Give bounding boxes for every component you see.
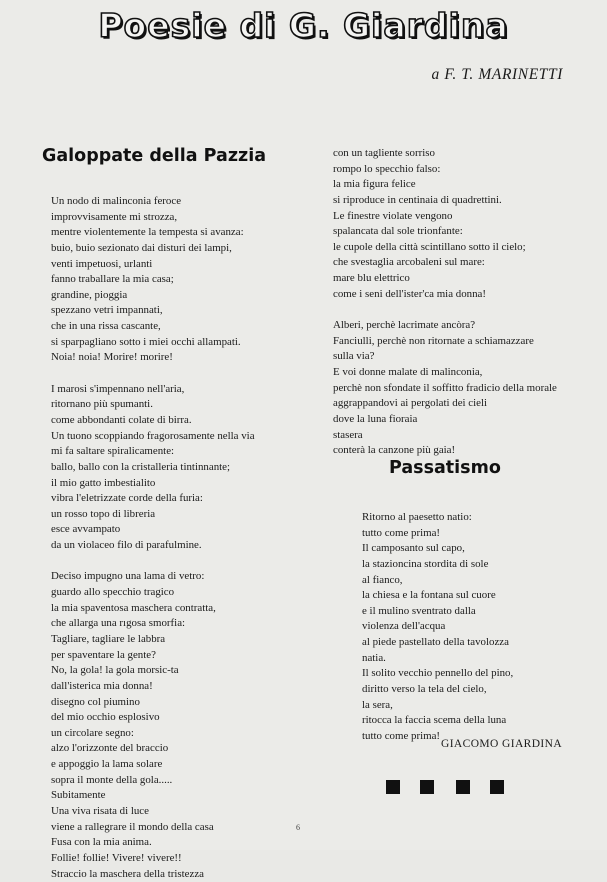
verse-line: disegno col piumino: [51, 695, 140, 708]
verse-line: Deciso impugno una lama di vetro:: [51, 570, 205, 583]
page-number: 6: [296, 823, 300, 832]
verse-line: spezzano vetri impannati,: [51, 304, 163, 317]
verse-line: grandine, pioggia: [51, 288, 128, 301]
stanza: [362, 510, 572, 745]
verse-line: da un violaceo filo di parafulmine.: [51, 539, 202, 552]
square-ornament: [490, 780, 504, 794]
verse-line: un circolare segno:: [51, 726, 134, 739]
verse-line: tutto come prima!: [362, 729, 441, 742]
verse-line: mi fa saltare spiralicamente:: [51, 445, 175, 458]
verse-line: Alberi, perchè lacrimate ancòra?: [333, 319, 476, 332]
verse-line: e il mulino sventrato dalla: [362, 604, 476, 617]
verse-line: che in una rissa cascante,: [51, 320, 161, 333]
verse-line: E voi donne malate di malinconia,: [333, 365, 483, 378]
verse-line: la chiesa e la fontana sul cuore: [362, 589, 496, 602]
verse-line: con un tagliente sorriso: [333, 147, 435, 159]
verse-line: del mio occhio esplosivo: [51, 711, 160, 724]
stanza: [333, 146, 593, 302]
poem-title-passatismo: Passatismo: [389, 458, 501, 478]
verse-line: come abbondanti colate di birra.: [51, 413, 192, 426]
verse-line: la sera,: [362, 698, 393, 711]
poem-title-galoppate: Galoppate della Pazzia: [42, 146, 267, 166]
verse-line: improvvisamente mi strozza,: [51, 210, 178, 223]
verse-line: dall'isterica mia donna!: [51, 679, 153, 692]
verse-line: Una viva risata di luce: [51, 804, 149, 817]
verse-line: Tagliare, tagliare le labbra: [51, 632, 166, 645]
verse-line: Un tuono scoppiando fragorosamente nella via: [51, 429, 255, 442]
dedication: a F. T. MARINETTI: [431, 66, 563, 83]
verse-line: che svestaglia arcobaleni sul mare:: [333, 256, 485, 269]
verse-line: stasera: [333, 428, 363, 441]
verse-line: viene a rallegrare il mondo della casa: [51, 820, 214, 833]
verse-line: tutto come prima!: [362, 526, 441, 539]
verse-line: per spaventare la gente?: [51, 648, 156, 661]
page-title: Poesie di G. Giardina: [98, 6, 509, 45]
verse-line: come i seni dell'ister'ca mia donna!: [333, 287, 487, 300]
stanza: [51, 382, 291, 554]
verse-line: Le finestre violate vengono: [333, 209, 453, 222]
verse-line: vibra l'eletrizzate corde della furia:: [51, 492, 203, 505]
stanza-gap: [333, 302, 593, 318]
verse-line: sulla via?: [333, 350, 375, 363]
verse-line: al fianco,: [362, 573, 403, 586]
verse-line: dove la luna fioraia: [333, 412, 418, 425]
verse-line: fanno traballare la mia casa;: [51, 273, 174, 286]
verse-line: le cupole della città scintillano sotto il cielo;: [333, 240, 526, 253]
verse-line: I marosi s'impennano nell'aria,: [51, 382, 185, 395]
verse-line: Fusa con la mia anima.: [51, 836, 152, 849]
verse-line: violenza dell'acqua: [362, 620, 446, 633]
verse-line: un rosso topo di libreria: [51, 507, 156, 520]
verse-line: buio, buio sezionato dai disturi dei lampi,: [51, 241, 232, 254]
verse-line: diritto verso la tela del cielo,: [362, 683, 487, 696]
verse-line: esce avvampato: [51, 523, 121, 536]
stanza-gap: [51, 366, 291, 382]
verse-line: sopra il monte della gola.....: [51, 773, 173, 786]
square-ornament: [420, 780, 434, 794]
verse-line: Un nodo di malinconia feroce: [51, 195, 182, 207]
verse-line: che allarga una rıgosa smorfia:: [51, 617, 186, 630]
verse-line: Follie! follie! Vivere! vivere!!: [51, 851, 182, 864]
verse-line: si sparpagliano sotto i miei occhi allampati.: [51, 335, 241, 348]
verse-line: ballo, ballo con la cristalleria tintinnante;: [51, 460, 231, 473]
verse-line: la mia figura felice: [333, 178, 416, 191]
verse-line: Fanciulli, perchè non ritornate a schiamazzare: [333, 334, 534, 347]
verse-line: mare blu elettrico: [333, 272, 410, 285]
stanza: [333, 318, 593, 459]
verse-line: aggrappandovi ai pergolati dei cieli: [333, 397, 488, 410]
verse-line: spalancata dal sole trionfante:: [333, 225, 463, 238]
verse-line: Straccio la maschera della tristezza: [51, 867, 204, 880]
verse-line: mentre violentemente la tempesta si avanza:: [51, 226, 244, 239]
verse-line: Ritorno al paesetto natio:: [362, 511, 472, 523]
verse-line: al piede pastellato della tavolozza: [362, 636, 509, 649]
square-ornament: [386, 780, 400, 794]
verse-line: ritornano più spumanti.: [51, 398, 153, 411]
verse-line: alzo l'orizzonte del braccio: [51, 742, 169, 755]
verse-line: Subitamente: [51, 789, 106, 802]
stanza-gap: [51, 554, 291, 570]
poem2-column: [362, 510, 572, 745]
stanza: [51, 194, 291, 366]
verse-line: Il solito vecchio pennello del pino,: [362, 667, 514, 680]
verse-line: e appoggio la lama solare: [51, 758, 163, 771]
poem1-left-column: [51, 194, 291, 882]
stanza: [51, 569, 291, 882]
verse-line: venti impetuosi, urlanti: [51, 257, 153, 270]
verse-line: la mia spaventosa maschera contratta,: [51, 601, 216, 614]
verse-line: natia.: [362, 651, 386, 664]
poem1-right-column: [333, 146, 593, 459]
verse-line: il mio gatto imbestialito: [51, 476, 156, 489]
verse-line: conterà la canzone più gaia!: [333, 444, 456, 457]
verse-line: ritocca la faccia scema della luna: [362, 714, 507, 727]
square-ornament: [456, 780, 470, 794]
verse-line: la stazioncina stordita di sole: [362, 557, 489, 570]
verse-line: guardo allo specchio tragico: [51, 586, 175, 599]
verse-line: Il camposanto sul capo,: [362, 542, 465, 555]
verse-line: No, la gola! la gola morsic-ta: [51, 664, 179, 677]
verse-line: Noia! noia! Morire! morire!: [51, 351, 173, 364]
verse-line: perchè non sfondate il soffitto fradicio della morale: [333, 381, 557, 394]
verse-line: rompo lo specchio falso:: [333, 162, 441, 175]
verse-line: si riproduce in centinaia di quadrettini.: [333, 193, 502, 206]
author-signature: GIACOMO GIARDINA: [441, 738, 563, 750]
